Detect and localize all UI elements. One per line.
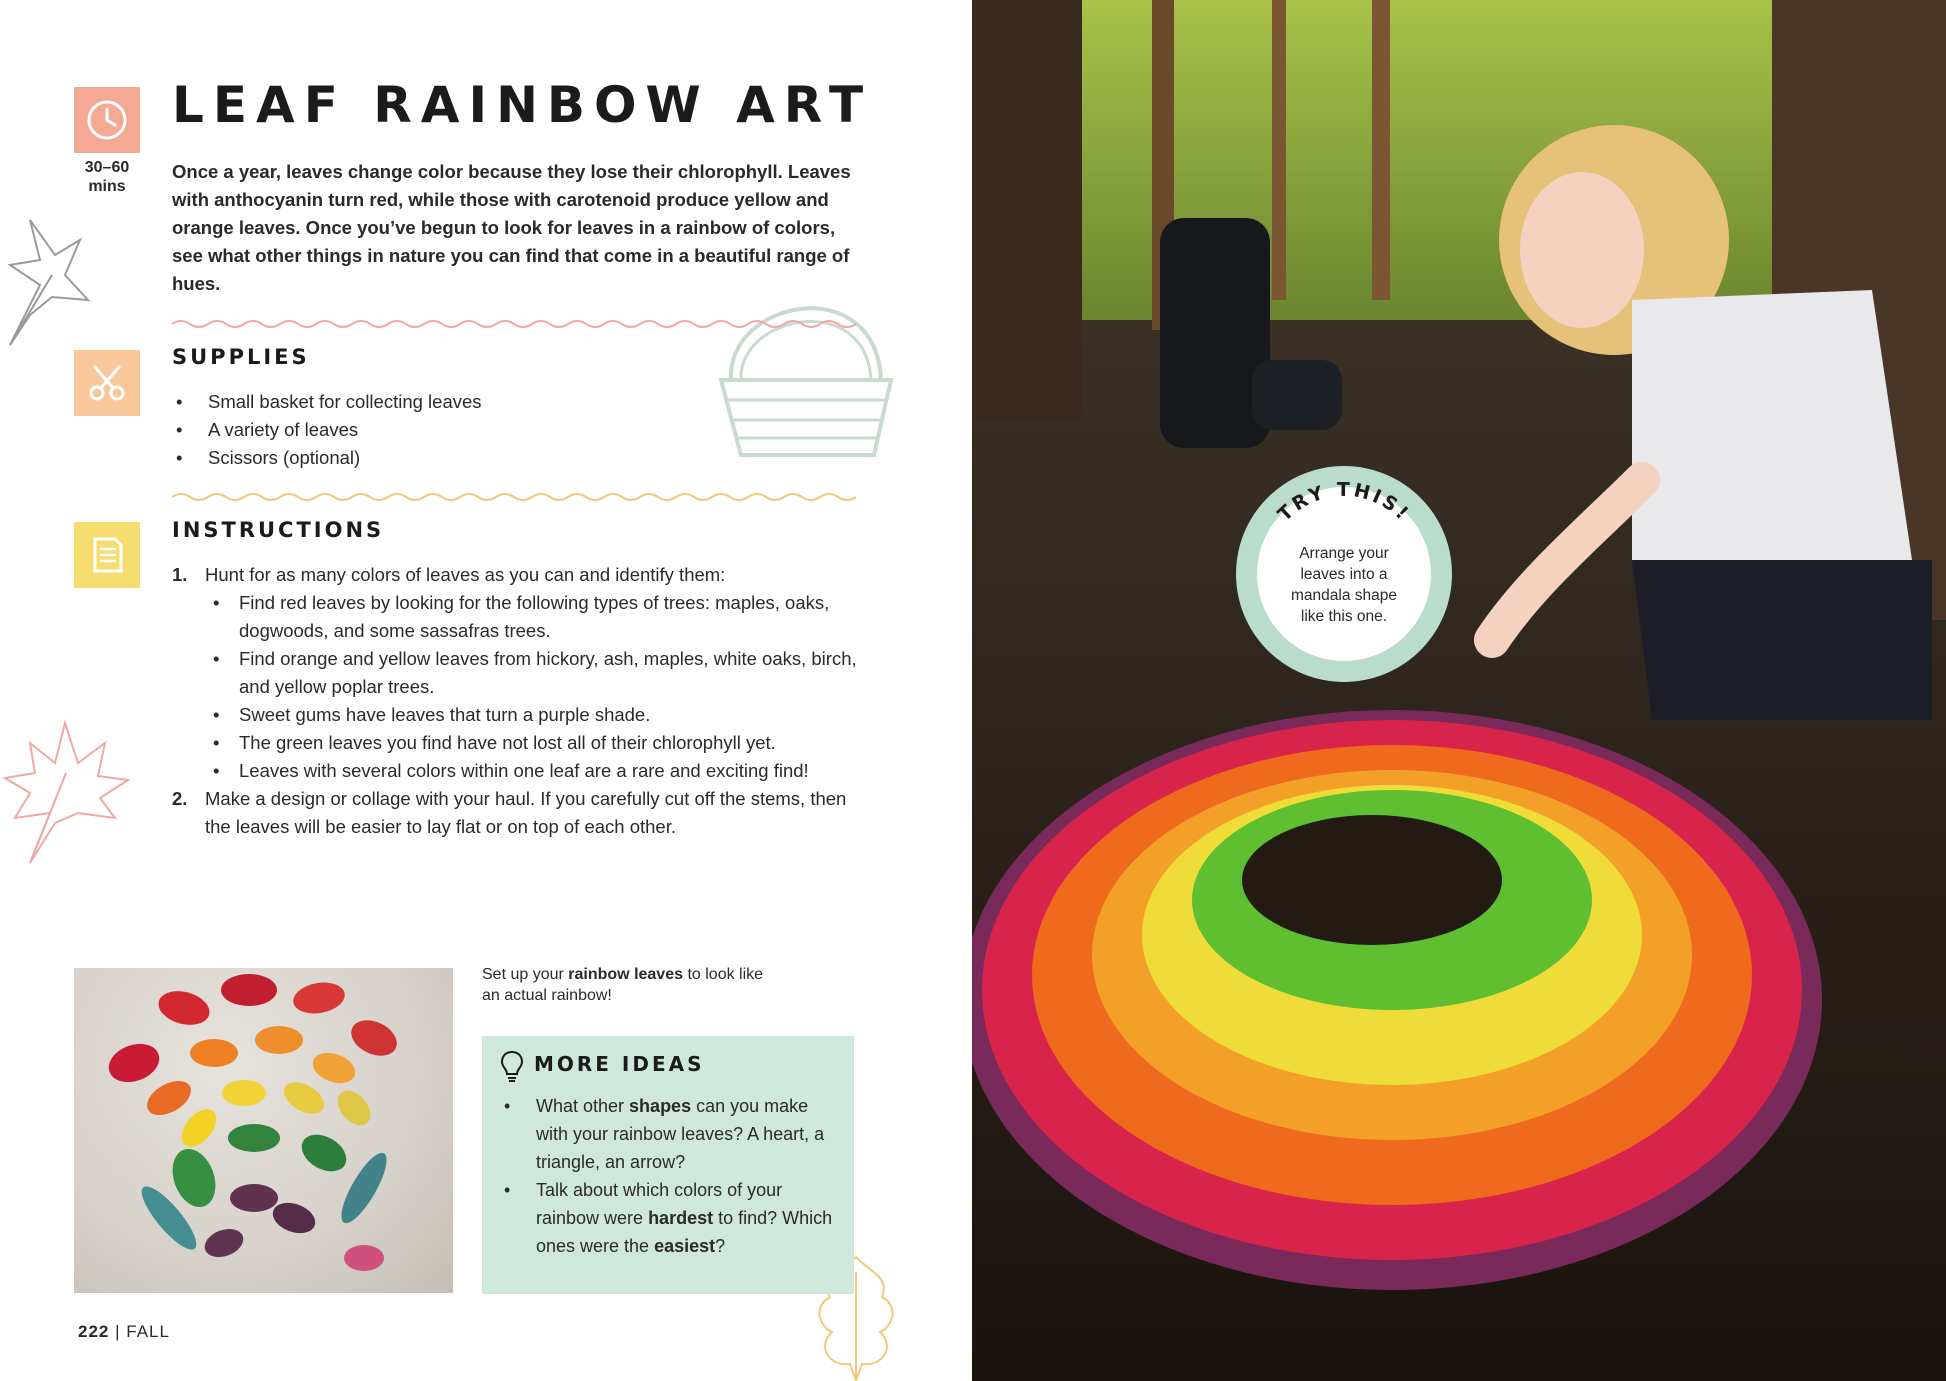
wave-divider-yellow (172, 491, 856, 503)
left-page (0, 0, 972, 1381)
supplies-list (176, 388, 696, 472)
step-number: 1. (172, 564, 188, 585)
more-ideas-box (482, 1036, 854, 1294)
list-item: • Scissors (optional) (176, 444, 696, 472)
rainbow-leaves-photo (74, 968, 453, 1293)
page-footer (78, 1322, 170, 1342)
basket-illustration (716, 280, 896, 470)
instructions-list (172, 561, 872, 841)
list-item: • What other shapes can you make with your rainbow leaves? A heart, a triangle, an arrow? (500, 1092, 840, 1176)
list-item: • Find red leaves by looking for the following types of trees: maples, oaks, dogwoods, and some sassafras trees. (205, 589, 872, 645)
section-name: FALL (126, 1322, 170, 1341)
leaf-outline-decoration (0, 205, 92, 355)
try-this-text: Arrange your leaves into a mandala shape like this one. (1291, 545, 1397, 625)
list-item: • Find orange and yellow leaves from hickory, ash, maples, white oaks, birch, and yellow poplar trees. (205, 645, 872, 701)
list-item: • Small basket for collecting leaves (176, 388, 696, 416)
clock-icon (74, 87, 140, 153)
supplies-heading: SUPPLIES (172, 345, 310, 369)
list-item: • Talk about which colors of your rainbow were hardest to find? Which ones were the easiest? (500, 1176, 840, 1260)
time-estimate (72, 158, 142, 196)
list-item: • Sweet gums have leaves that turn a purple shade. (205, 701, 872, 729)
more-ideas-heading: MORE IDEAS (534, 1052, 705, 1076)
list-item: • The green leaves you find have not lost all of their chlorophyll yet. (205, 729, 872, 757)
svg-text:TRY THIS! (1274, 479, 1415, 526)
more-ideas-list (500, 1092, 840, 1260)
try-this-heading: TRY THIS! (1273, 478, 1415, 526)
footer-separator: | (115, 1322, 121, 1341)
caption-emphasis: rainbow leaves (568, 966, 683, 983)
time-range: 30–60 (84, 159, 130, 176)
notepad-icon (74, 522, 140, 588)
page-title: LEAF RAINBOW ART (172, 76, 873, 134)
intro-paragraph: Once a year, leaves change color because they lose their chlorophyll. Leaves with anthocyanin turn red, while those with carotenoid produce yellow and orange leaves. Once you’ve begun to look for leaves in a rainbow of colors, see what other things in nature you can find that come in a beautiful range of hues. (172, 161, 851, 294)
try-this-label (1236, 466, 1452, 682)
step-text: Make a design or collage with your haul. If you carefully cut off the stems, then the leaves will be easier to lay flat or on top of each other. (205, 788, 847, 837)
instruction-step-1 (172, 561, 872, 785)
step-text: Hunt for as many colors of leaves as you can and identify them: (205, 564, 726, 585)
list-item: • A variety of leaves (176, 416, 696, 444)
try-this-callout (1236, 466, 1452, 682)
photo-caption: Set up your rainbow leaves to look like an actual rainbow! (482, 966, 764, 1004)
wave-divider-pink (172, 318, 856, 330)
lightbulb-icon (500, 1050, 524, 1082)
instructions-heading: INSTRUCTIONS (172, 518, 385, 542)
step-number: 2. (172, 788, 188, 809)
step-1-sublist (205, 589, 872, 785)
main-photo (972, 0, 1946, 1381)
maple-leaf-outline-decoration (0, 718, 130, 868)
list-item: • Leaves with several colors within one leaf are a rare and exciting find! (205, 757, 872, 785)
time-unit: mins (88, 178, 126, 195)
instruction-step-2 (172, 785, 872, 841)
scissors-icon (74, 350, 140, 416)
page-number: 222 (78, 1322, 110, 1341)
